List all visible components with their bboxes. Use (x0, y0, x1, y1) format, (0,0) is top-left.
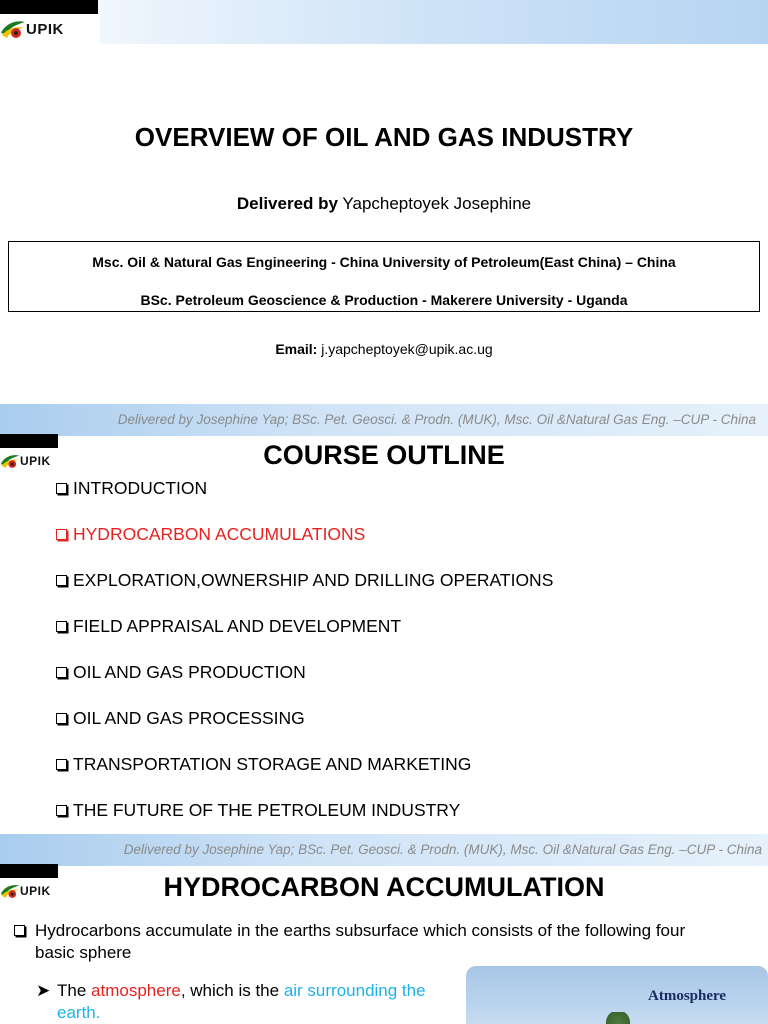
tree-icon (606, 1012, 630, 1024)
slide-hydrocarbon-accumulation (0, 834, 768, 1024)
section-title: HYDROCARBON ACCUMULATION (163, 872, 605, 902)
email-line (0, 341, 768, 357)
slide2-footer (0, 834, 768, 866)
checkbox-icon (56, 805, 67, 816)
header-bar (0, 0, 768, 44)
email-address[interactable]: j.yapcheptoyek@upik.ac.ug (321, 341, 493, 357)
checkbox-icon (14, 925, 25, 936)
point-prefix: The (57, 981, 87, 1000)
list-item: OIL AND GAS PRODUCTION (56, 662, 306, 683)
outline-title: COURSE OUTLINE (263, 440, 505, 470)
intro-text: Hydrocarbons accumulate in the earths subsurface which consists of the following four basic sphere (35, 921, 686, 962)
checkbox-icon (56, 667, 67, 678)
list-item: EXPLORATION,OWNERSHIP AND DRILLING OPERATIONS (56, 570, 553, 591)
logo-text: UPIK (26, 20, 64, 38)
intro-bullet (14, 920, 694, 964)
credential-bsc: BSc. Petroleum Geoscience & Production - Makerere University - Uganda (140, 292, 628, 308)
list-item: INTRODUCTION (56, 478, 207, 499)
footer-credit: Delivered by Josephine Yap; BSc. Pet. Geosci. & Prodn. (MUK), Msc. Oil &Natural Gas Eng. –CUP - China (123, 842, 762, 857)
checkbox-icon (56, 529, 67, 540)
checkbox-icon (56, 621, 67, 632)
upik-logo-icon (0, 18, 26, 40)
upik-logo (0, 14, 100, 44)
checkbox-icon (56, 759, 67, 770)
list-item: HYDROCARBON ACCUMULATIONS (56, 524, 365, 545)
email-label: Email: (275, 341, 318, 357)
logo-text: UPIK (20, 454, 51, 468)
slide-title (0, 0, 768, 404)
point-definition: air surrounding the earth. (57, 981, 426, 1022)
list-item: TRANSPORTATION STORAGE AND MARKETING (56, 754, 471, 775)
point-term: atmosphere (91, 981, 181, 1000)
list-item: THE FUTURE OF THE PETROLEUM INDUSTRY (56, 800, 460, 821)
logo-top-bar (0, 0, 98, 14)
arrow-right-icon: ➤ (36, 981, 51, 1000)
atmosphere-image (466, 966, 768, 1024)
delivered-by-label: Delivered by (236, 194, 338, 213)
list-item: OIL AND GAS PROCESSING (56, 708, 305, 729)
checkbox-icon (56, 483, 67, 494)
atmosphere-image-label: Atmosphere (648, 988, 727, 1004)
credentials-box (8, 241, 760, 312)
logo-text: UPIK (20, 884, 51, 898)
point-middle: , which is the (180, 981, 280, 1000)
slide1-footer (0, 404, 768, 436)
list-item: FIELD APPRAISAL AND DEVELOPMENT (56, 616, 401, 637)
checkbox-icon (56, 713, 67, 724)
credential-msc: Msc. Oil & Natural Gas Engineering - China University of Petroleum(East China) – China (92, 254, 676, 270)
presentation-title: OVERVIEW OF OIL AND GAS INDUSTRY (134, 122, 634, 152)
presenter-name: Yapcheptoyek Josephine (342, 194, 532, 213)
checkbox-icon (56, 575, 67, 586)
delivered-by (0, 194, 768, 214)
atmosphere-bullet (36, 980, 466, 1024)
slide-course-outline (0, 404, 768, 834)
footer-credit: Delivered by Josephine Yap; BSc. Pet. Geosci. & Prodn. (MUK), Msc. Oil &Natural Gas Eng. –CUP - China (117, 412, 756, 427)
